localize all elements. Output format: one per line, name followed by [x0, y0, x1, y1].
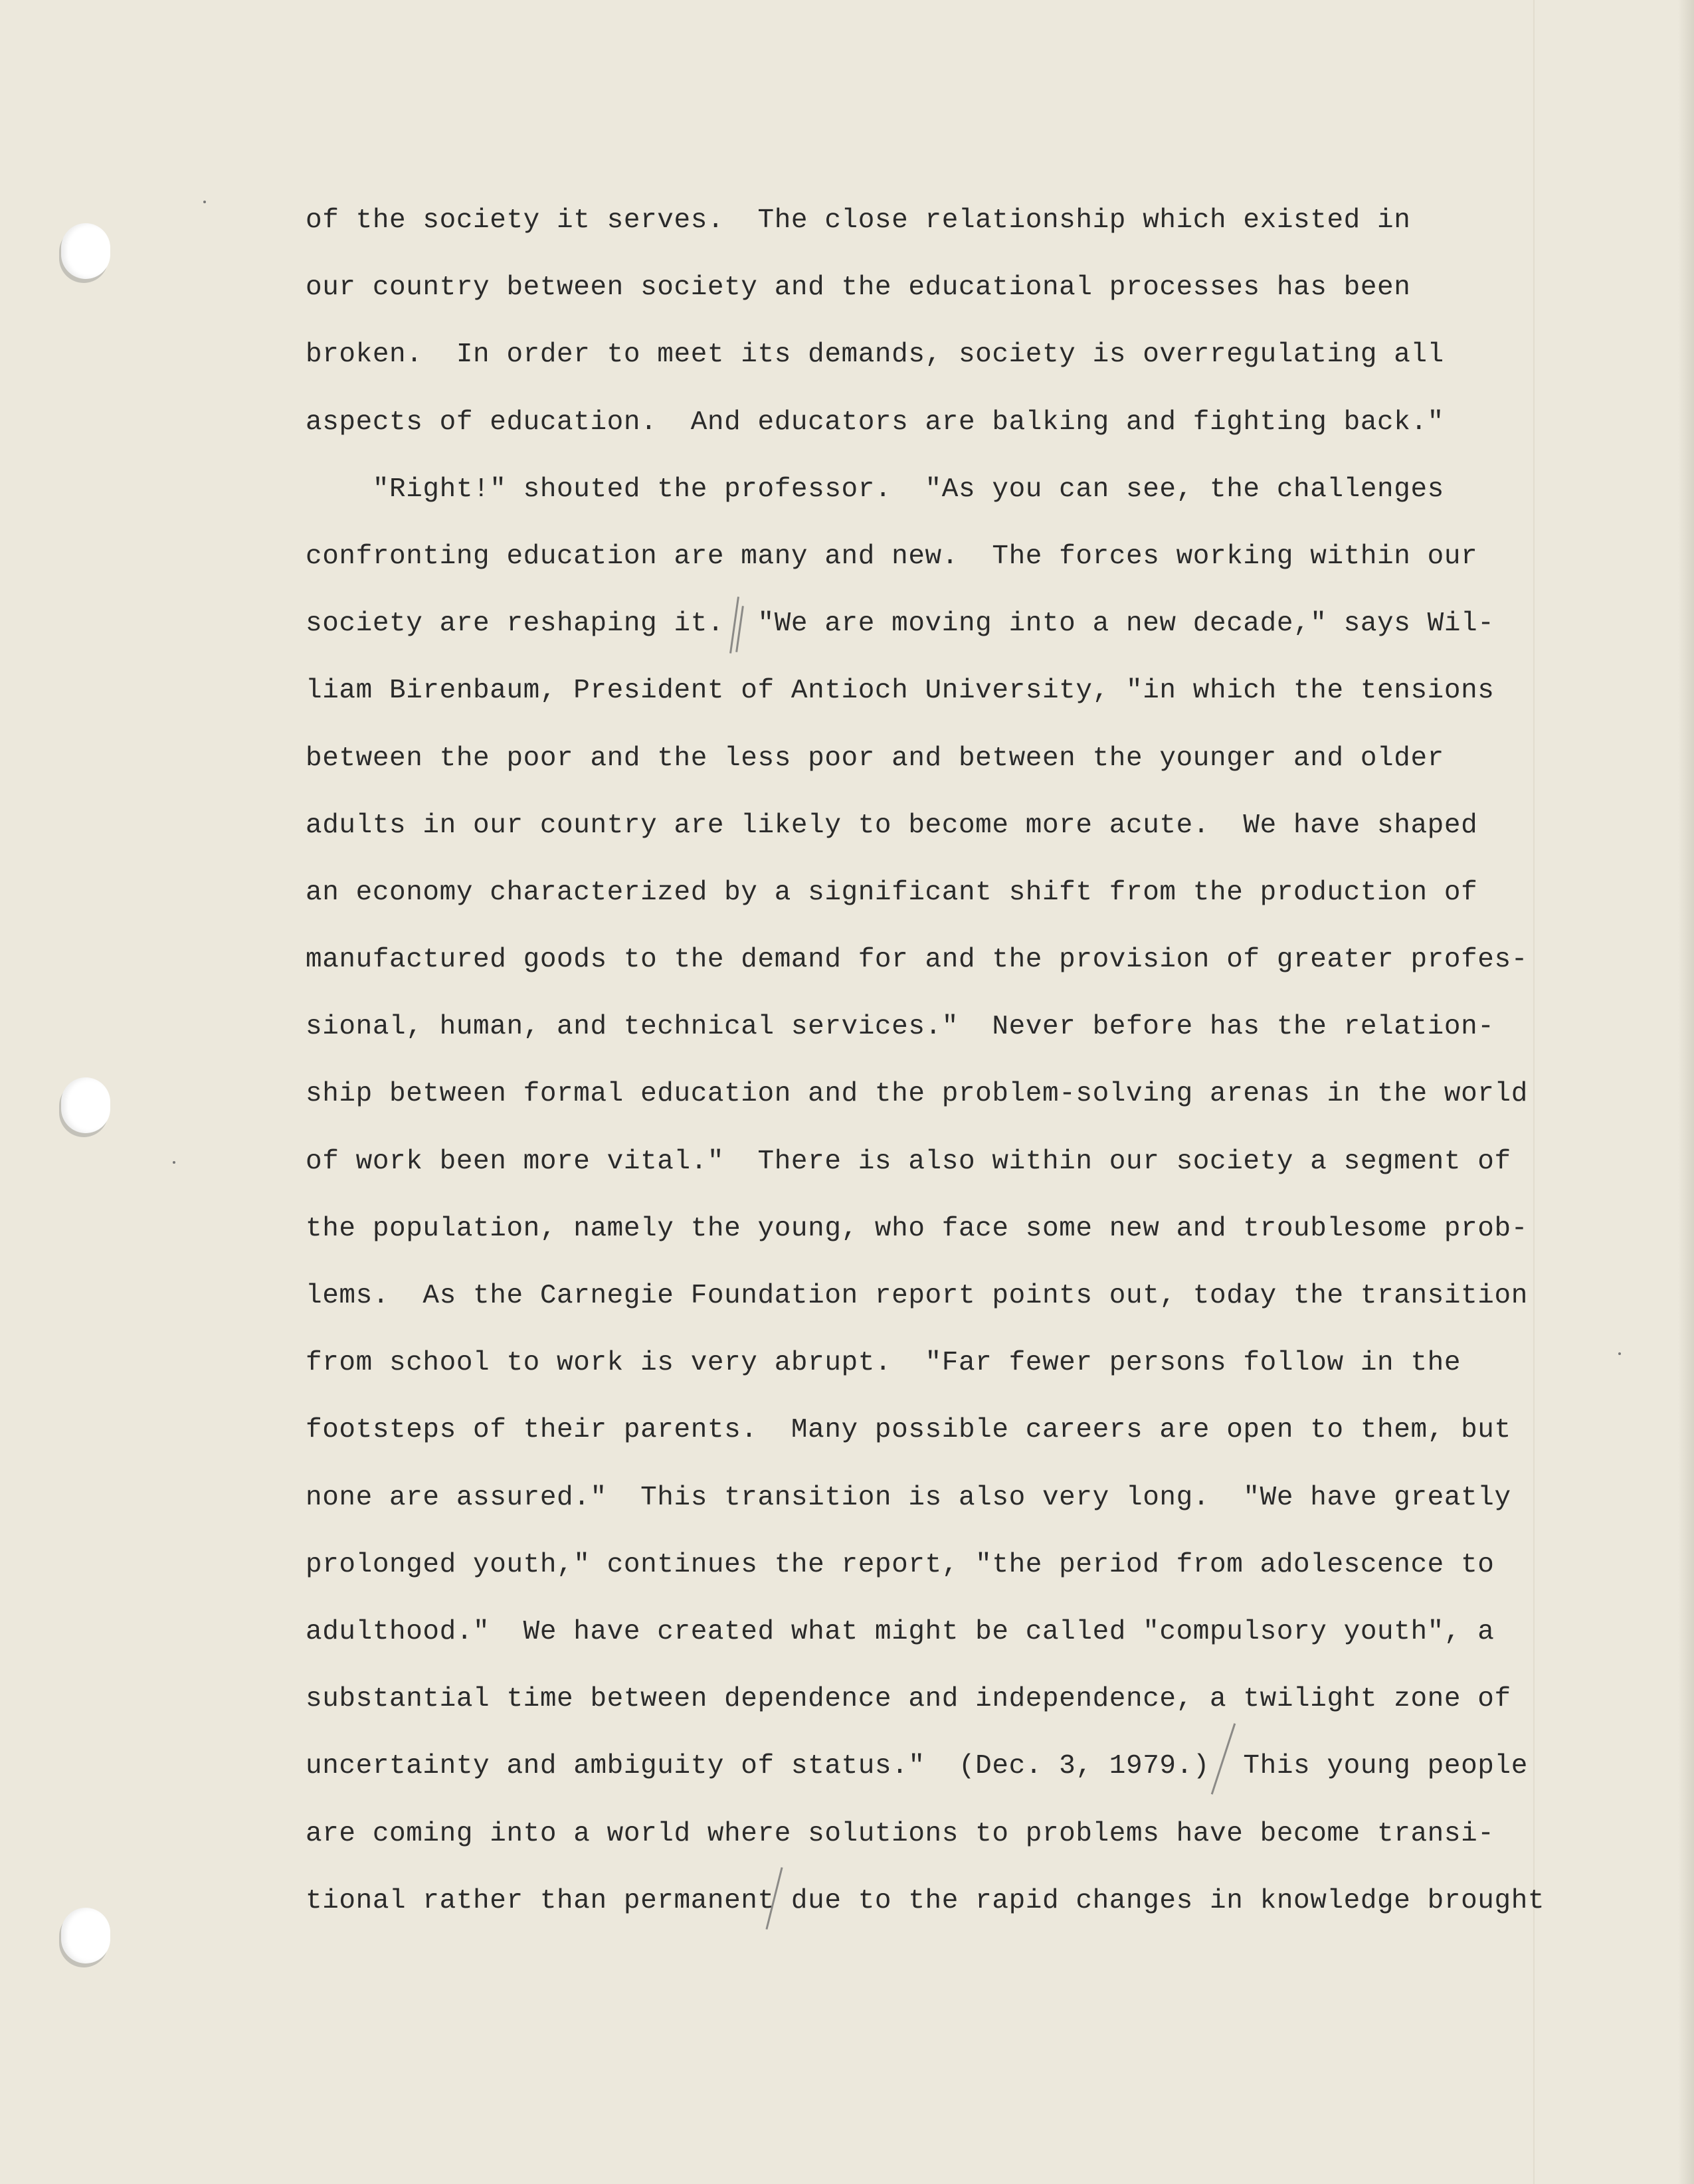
- text-line: of the society it serves. The close relationship which existed in: [306, 205, 1411, 236]
- text-line: of work been more vital." There is also within our society a segment of: [306, 1146, 1511, 1177]
- text-line: our country between society and the educational processes has been: [306, 272, 1411, 304]
- text-line: adulthood." We have created what might be called "compulsory youth", a: [306, 1616, 1495, 1647]
- body-text: [306, 194, 1545, 1942]
- page-shadow: [1678, 0, 1694, 2184]
- paper-speck: [173, 1161, 175, 1164]
- text-line: footsteps of their parents. Many possible careers are open to them, but: [306, 1415, 1511, 1446]
- text-line: broken. In order to meet its demands, society is overregulating all: [306, 339, 1444, 371]
- text-line: lems. As the Carnegie Foundation report points out, today the transition: [306, 1281, 1528, 1311]
- text-line: "Right!" shouted the professor. "As you can see, the challenges: [306, 474, 1444, 505]
- text-line: between the poor and the less poor and between the younger and older: [306, 743, 1444, 774]
- text-line: an economy characterized by a significant shift from the production of: [306, 877, 1478, 908]
- text-line: adults in our country are likely to become more acute. We have shaped: [306, 810, 1478, 841]
- text-line: none are assured." This transition is also very long. "We have greatly: [306, 1482, 1511, 1513]
- punch-hole-bottom: [61, 1908, 110, 1963]
- text-line: confronting education are many and new. The forces working within our: [306, 541, 1478, 572]
- punch-hole-top: [61, 223, 110, 279]
- text-line: the population, namely the young, who face some new and troublesome prob-: [306, 1213, 1528, 1244]
- text-line: from school to work is very abrupt. "Far fewer persons follow in the: [306, 1348, 1461, 1379]
- text-line: uncertainty and ambiguity of status." (Dec. 3, 1979.) This young people: [306, 1751, 1528, 1782]
- paper-speck: [203, 201, 206, 203]
- paper-speck: [1618, 1352, 1621, 1355]
- text-line: tional rather than permanent due to the rapid changes in knowledge brought: [306, 1885, 1545, 1916]
- text-line: are coming into a world where solutions to problems have become transi-: [306, 1818, 1495, 1849]
- text-line: aspects of education. And educators are balking and fighting back.": [306, 407, 1444, 438]
- text-line: society are reshaping it. "We are moving into a new decade," says Wil-: [306, 608, 1495, 640]
- text-line: substantial time between dependence and independence, a twilight zone of: [306, 1684, 1511, 1715]
- text-line: ship between formal education and the problem-solving arenas in the world: [306, 1079, 1528, 1110]
- text-line: sional, human, and technical services." Never before has the relation-: [306, 1012, 1495, 1043]
- punch-hole-middle: [61, 1077, 110, 1133]
- text-line: liam Birenbaum, President of Antioch University, "in which the tensions: [306, 676, 1495, 707]
- text-line: manufactured goods to the demand for and the provision of greater profes-: [306, 945, 1528, 976]
- text-line: prolonged youth," continues the report, "the period from adolescence to: [306, 1549, 1495, 1580]
